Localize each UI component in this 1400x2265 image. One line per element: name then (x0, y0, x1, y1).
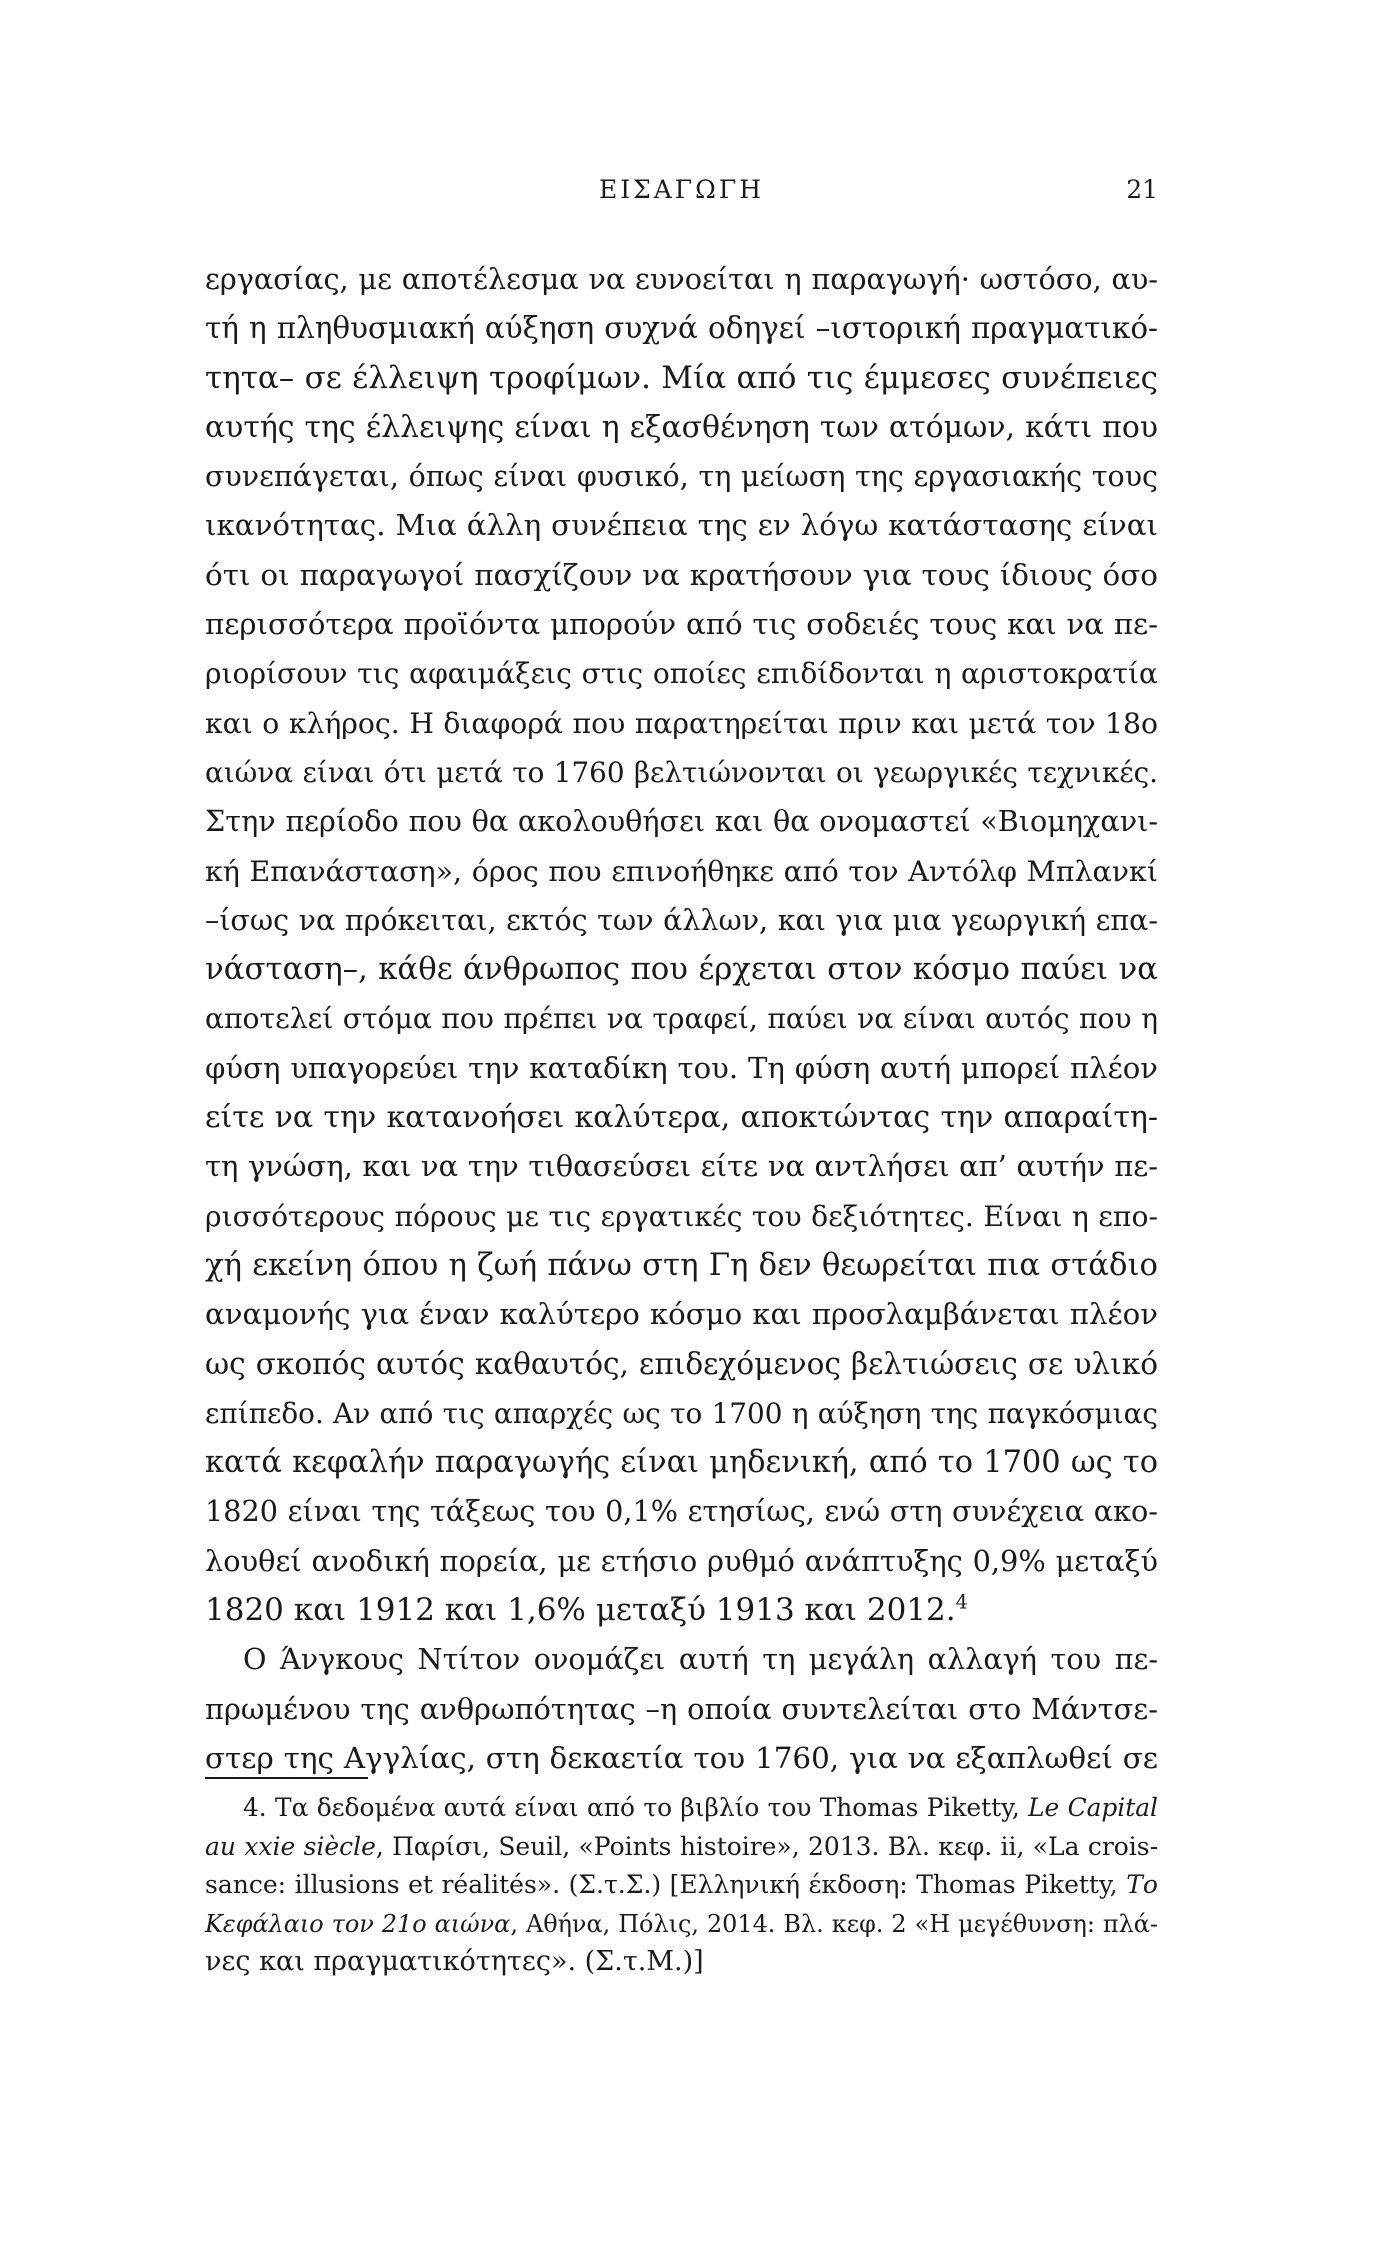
text-line: τη γνώση, και να την τιθασεύσει είτε να αντλήσει απ’ αυτήν πε- (205, 1149, 1158, 1184)
text-line: αιώνα είναι ότι μετά το 1760 βελτιώνονται οι γεωργικές τεχνικές. (205, 755, 1158, 789)
footnote-4 (205, 1789, 1158, 1982)
text-line: Ο Άνγκους Ντίτον ονομάζει αυτή τη μεγάλη αλλαγή του πε- (243, 1642, 1158, 1677)
text-line: κή Επανάσταση», όρος που επινοήθηκε από τον Αντόλφ Μπλανκί (205, 854, 1158, 888)
body-text (205, 255, 1158, 1783)
footnote-line (205, 1789, 1158, 1828)
text-line: ως σκοπός αυτός καθαυτός, επιδεχόμενος βελτιώσεις σε υλικό (205, 1346, 1158, 1381)
book-title-italic: Κεφάλαιο τον 21ο αιώνα (205, 1909, 511, 1938)
text-line: εργασίας, με αποτέλεσμα να ευνοείται η παραγωγή· ωστόσο, αυ- (205, 262, 1158, 296)
text-line: χή εκείνη όπου η ζωή πάνω στη Γη δεν θεωρείται πια στάδιο (205, 1247, 1158, 1283)
text-line: 1820 είναι της τάξεως του 0,1% ετησίως, ενώ στη συνέχεια ακο- (205, 1494, 1158, 1529)
book-title-italic: Το (1126, 1870, 1158, 1899)
text-line: είτε να την κατανοήσει καλύτερα, αποκτώντας την απαραίτη- (205, 1100, 1158, 1136)
text-line: τητα– σε έλλειψη τροφίμων. Μία από τις έμμεσες συνέπειες (205, 359, 1158, 396)
text-line: πρωμένου της ανθρωπότητας –η οποία συντελείται στο Μάντσε- (205, 1691, 1158, 1726)
text-line: Στην περίοδο που θα ακολουθήσει και θα ονομαστεί «Βιομηχανι- (205, 804, 1158, 839)
book-title-italic: Le Capital (1028, 1793, 1158, 1822)
text-line: επίπεδο. Αν από τις απαρχές ως το 1700 η αύξηση της παγκόσμιας (205, 1396, 1158, 1430)
running-head (205, 170, 1158, 210)
paragraph-1 (205, 255, 1158, 1635)
page-number: 21 (1126, 175, 1158, 204)
text-line: ικανότητας. Μια άλλη συνέπεια της εν λόγω κατάστασης είναι (205, 508, 1158, 543)
book-title-italic: au xxie siècle (205, 1831, 376, 1861)
text-line: στερ της Αγγλίας, στη δεκαετία του 1760, για να εξαπλωθεί σε (205, 1740, 1158, 1775)
footnote-line (205, 1866, 1158, 1905)
footnote-text: , Παρίσι, Seuil, «Points histoire», 2013. Βλ. κεφ. ii, «La crois- (375, 1831, 1159, 1861)
text-line: νάσταση–, κάθε άνθρωπος που έρχεται στον κόσμο παύει να (205, 951, 1158, 988)
text-line: και ο κλήρος. Η διαφορά που παρατηρείται πριν και μετά τον 18ο (205, 706, 1158, 740)
text-line: –ίσως να πρόκειται, εκτός των άλλων, και για μια γεωργική επα- (205, 903, 1158, 937)
chapter-title: ΕΙΣΑΓΩΓΗ (598, 175, 765, 204)
paragraph-2 (205, 1635, 1158, 1783)
text-line: λουθεί ανοδική πορεία, με ετήσιο ρυθμό ανάπτυξης 0,9% μεταξύ (205, 1543, 1158, 1578)
footnote-text: 4. Τα δεδομένα αυτά είναι από το βιβλίο του Thomas Piketty, (243, 1793, 1029, 1822)
footnote-reference[interactable]: 4 (955, 1590, 968, 1614)
text-line: συνεπάγεται, όπως είναι φυσικό, τη μείωση της εργασιακής τους (205, 460, 1158, 494)
footnote-separator (205, 1777, 368, 1779)
text-line: αναμονής για έναν καλύτερο κόσμο και προσλαμβάνεται πλέον (205, 1297, 1158, 1332)
text-line (205, 1586, 1158, 1635)
text-line-content: 1820 και 1912 και 1,6% μεταξύ 1913 και 2012. (205, 1592, 956, 1629)
text-line: αποτελεί στόμα που πρέπει να τραφεί, παύει να είναι αυτός που η (205, 1002, 1158, 1036)
footnote-text: sance: illusions et réalités». (Σ.τ.Σ.) [Ελληνική έκδοση: Thomas Piketty, (205, 1870, 1127, 1899)
text-line: ότι οι παραγωγοί πασχίζουν να κρατήσουν για τους ίδιους όσο (205, 557, 1158, 592)
text-line: ριορίσουν τις αφαιμάξεις στις οποίες επιδίδονται η αριστοκρατία (205, 657, 1158, 691)
footnote-line (205, 1828, 1158, 1867)
text-line: τή η πληθυσμιακή αύξηση συχνά οδηγεί –ιστορική πραγματικό- (205, 311, 1158, 346)
footnote-line (205, 1905, 1158, 1944)
text-line: αυτής της έλλειψης είναι η εξασθένηση των ατόμων, κάτι που (205, 409, 1158, 445)
text-line: περισσότερα προϊόντα μπορούν από τις σοδειές τους και να πε- (205, 607, 1158, 642)
footnote-text: , Αθήνα, Πόλις, 2014. Βλ. κεφ. 2 «Η μεγέθυνση: πλά- (510, 1909, 1158, 1938)
text-line: κατά κεφαλήν παραγωγής είναι μηδενική, από το 1700 ως το (205, 1445, 1158, 1481)
text-line: φύση υπαγορεύει την καταδίκη του. Τη φύση αυτή μπορεί πλέον (205, 1050, 1158, 1085)
text-line: ρισσότερους πόρους με τις εργατικές του δεξιότητες. Είναι η επο- (205, 1199, 1158, 1233)
footnote-line: νες και πραγματικότητες». (Σ.τ.Μ.)] (205, 1946, 704, 1977)
